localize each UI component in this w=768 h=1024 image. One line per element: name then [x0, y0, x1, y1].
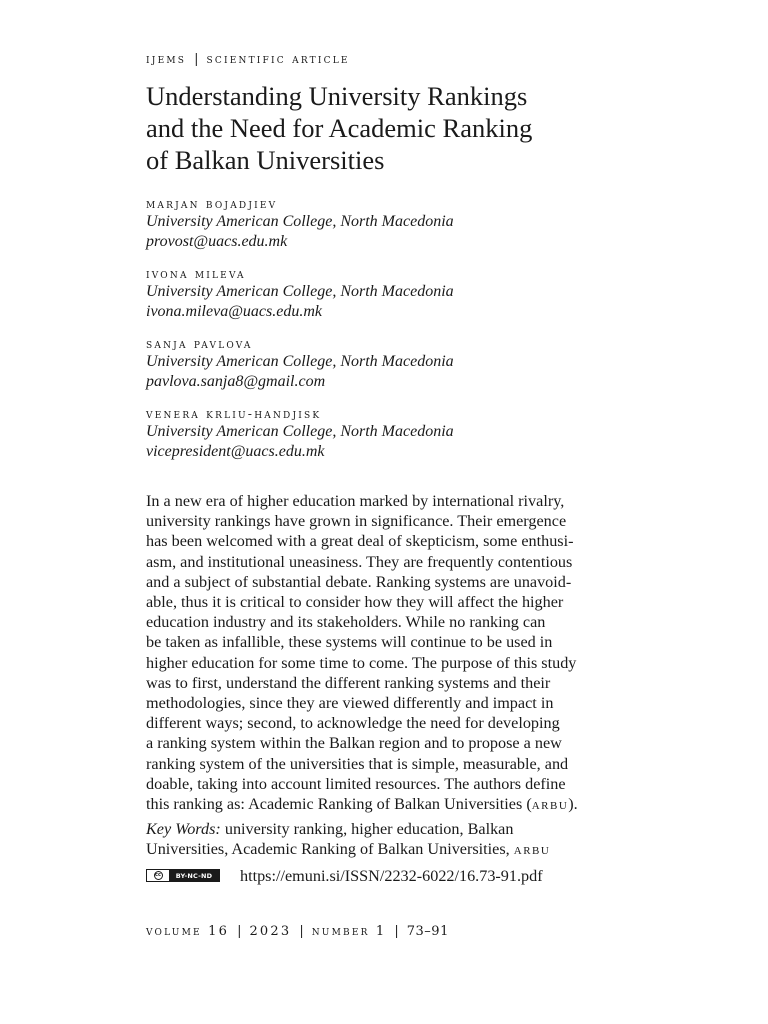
author-affiliation: University American College, North Macedonia: [146, 423, 454, 440]
author-name: sanja pavlova: [146, 336, 253, 351]
author-block: [146, 336, 646, 406]
abstract-line: higher education for some time to come. The purpose of this study: [146, 653, 577, 672]
footer-year: 2023: [249, 924, 292, 939]
license-row: [146, 866, 646, 886]
author-affiliation: University American College, North Macedonia: [146, 213, 454, 230]
author-block: [146, 196, 646, 266]
keywords-line-2: [146, 839, 646, 859]
author-block: [146, 406, 646, 476]
author-email[interactable]: provost@uacs.edu.mk: [146, 233, 288, 250]
keywords-label: Key Words:: [146, 820, 221, 838]
header-separator: |: [194, 52, 199, 67]
footer-volume: volume 16: [146, 924, 230, 939]
journal-footer: [146, 924, 449, 940]
author-email[interactable]: vicepresident@uacs.edu.mk: [146, 443, 325, 460]
arbu-abbreviation: arbu: [531, 795, 569, 814]
cc-license-badge[interactable]: [146, 869, 220, 882]
footer-separator: |: [394, 924, 399, 939]
abstract-last-prefix: this ranking as: Academic Ranking of Balkan Universities (: [146, 795, 532, 814]
footer-number: number 1: [311, 924, 387, 939]
keywords-line-1: [146, 819, 646, 839]
keywords: [146, 819, 646, 859]
cc-circle-icon: cc: [155, 872, 161, 878]
abstract-line: education industry and its stakeholders. While no ranking can: [146, 613, 546, 632]
keywords-abbreviation: arbu: [513, 840, 551, 859]
author-block: [146, 266, 646, 336]
footer-separator: |: [299, 924, 304, 939]
abstract-line: able, thus it is critical to consider how they will affect the higher: [146, 593, 564, 612]
abstract-line: In a new era of higher education marked by international rivalry,: [146, 492, 565, 510]
abstract-line: doable, taking into account limited resources. The authors define: [146, 774, 566, 793]
journal-header: [146, 52, 350, 68]
title-line-2: and the Need for Academic Ranking: [146, 113, 533, 143]
article-url-link[interactable]: https://emuni.si/ISSN/2232-6022/16.73-91.pdf: [240, 867, 543, 885]
abstract-line: a ranking system within the Balkan region and to propose a new: [146, 734, 562, 753]
abstract-line: ranking system of the universities that is simple, measurable, and: [146, 754, 569, 773]
abstract-line: methodologies, since they are viewed differently and impact in: [146, 694, 554, 713]
abstract-line: different ways; second, to acknowledge the need for developing: [146, 714, 560, 733]
abstract: [146, 491, 646, 814]
author-name: ivona mileva: [146, 266, 246, 281]
title-line-3: of Balkan Universities: [146, 145, 385, 175]
abstract-line: has been welcomed with a great deal of skepticism, some enthusi-: [146, 532, 574, 551]
author-list: [146, 196, 646, 476]
author-affiliation: University American College, North Macedonia: [146, 283, 454, 300]
abstract-last-line: [146, 794, 646, 814]
abstract-line: asm, and institutional uneasiness. They are frequently contentious: [146, 552, 573, 571]
cc-logo-icon: [147, 870, 169, 881]
abstract-line: be taken as infallible, these systems will continue to be used in: [146, 633, 553, 652]
journal-name: ijems: [146, 52, 187, 67]
abstract-line: university rankings have grown in significance. Their emergence: [146, 512, 567, 531]
abstract-line: was to first, understand the different ranking systems and their: [146, 673, 551, 692]
title-line-1: Understanding University Rankings: [146, 81, 528, 111]
abstract-line: and a subject of substantial debate. Ranking systems are unavoid-: [146, 572, 572, 591]
abstract-last-suffix: ).: [568, 795, 578, 814]
footer-separator: |: [237, 924, 242, 939]
footer-pages: 73–91: [406, 924, 449, 939]
keywords-text-1: university ranking, higher education, Balkan: [220, 820, 514, 838]
article-type: scientific article: [206, 52, 350, 67]
keywords-text-2: Universities, Academic Ranking of Balkan Universities,: [146, 840, 514, 859]
cc-license-text: BY-NC-ND: [175, 871, 213, 880]
author-email[interactable]: ivona.mileva@uacs.edu.mk: [146, 303, 322, 320]
author-name: marjan bojadjiev: [146, 196, 278, 211]
author-name: venera krliu-handjisk: [146, 406, 322, 421]
article-title: [146, 80, 626, 176]
author-email[interactable]: pavlova.sanja8@gmail.com: [146, 373, 326, 390]
author-affiliation: University American College, North Macedonia: [146, 353, 454, 370]
